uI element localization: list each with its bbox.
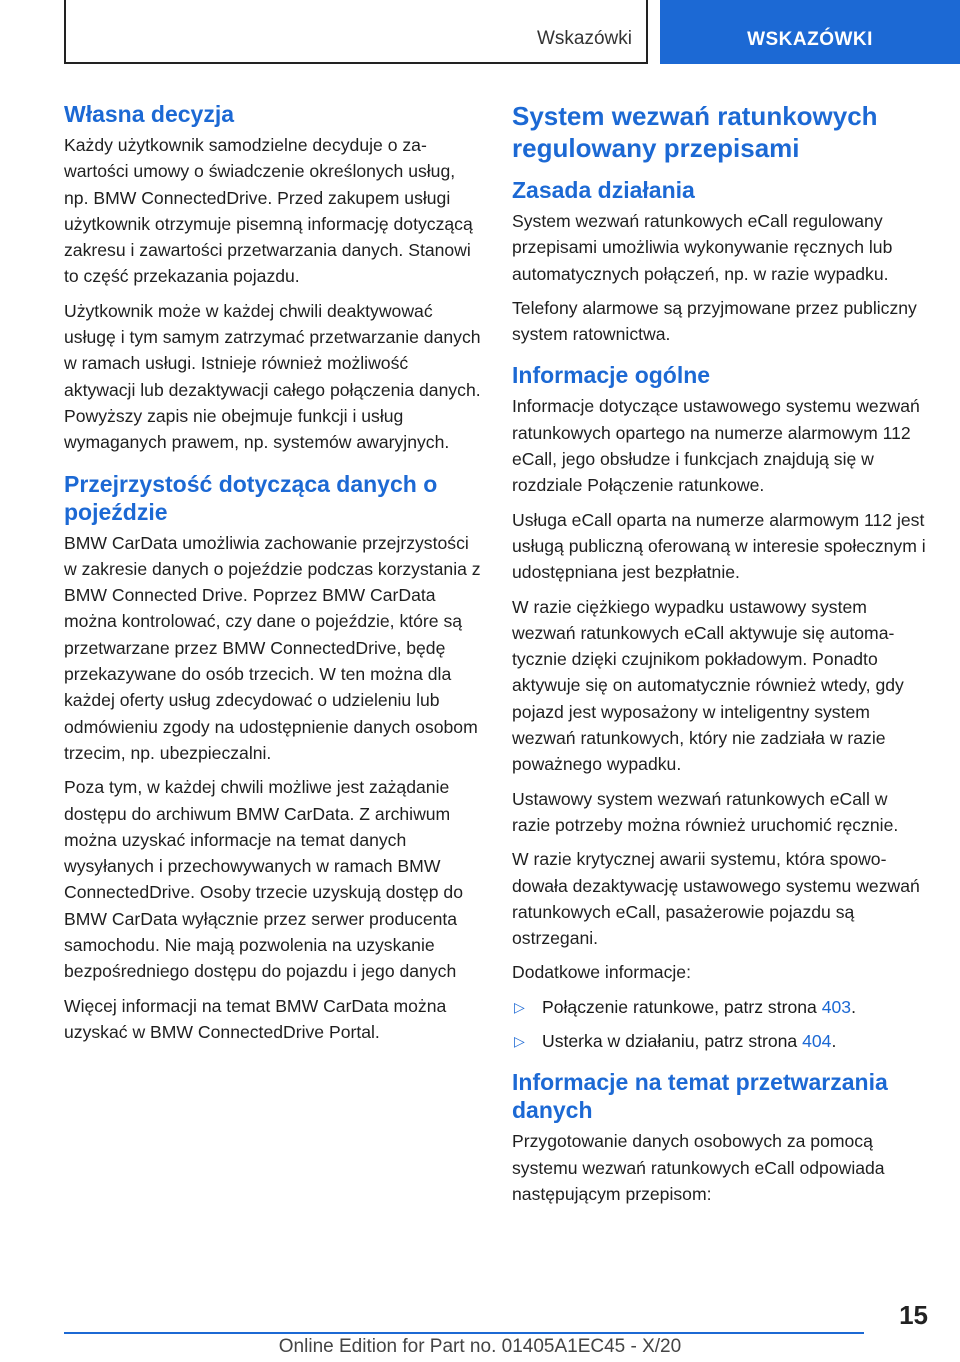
page-link-404[interactable]: 404 <box>802 1031 832 1052</box>
list-item <box>512 1028 930 1054</box>
section-title: Informacje ogólne <box>512 362 711 389</box>
paragraph: W razie krytycznej awarii systemu, która spowodowała dezaktywację ustawowego systemu wezwań ratunkowych eCall, pasażerowie pojazdu są ostrzegani. <box>512 849 920 949</box>
paragraph: Informacje dotyczące ustawowego systemu wezwań ratunkowych opartego na numerze alarmowym 112 eCall, jego obsłudze i funkcjach znajdują się w rozdziale Połączenie ratunkowe. <box>512 396 920 496</box>
section-general-info <box>512 361 930 1054</box>
page-title: System wezwań ratunkowych regulowany przepisami <box>512 101 878 163</box>
right-column <box>512 100 930 1221</box>
paragraph: BMW CarData umożliwia zachowanie przejrzystości w zakresie danych o pojeździe podczas korzystania z BMW Connected Drive. Poprzez BMW CarData można kontrolować, czy dane o pojeździe, które są przetwarzane przez BMW ConnectedDrive, będę przekazywane do osób trzecich. W ten można dla każdej oferty usług zdecydować o udzieleniu lub odmówieniu zgody na udostępnienie danych osobom trzecim, np. ubezpieczalni. <box>64 532 481 763</box>
paragraph: Usługa eCall oparta na numerze alarmowym 112 jest usługą publiczną oferowaną w interesie społecznym i udostępniana jest bezpłatnie. <box>512 509 926 583</box>
footer-edition: Online Edition for Part no. 01405A1EC45 - X/20 <box>278 1336 682 1357</box>
header-chapter-tab[interactable]: WSKAZÓWKI <box>660 0 960 64</box>
footer-divider <box>64 1332 864 1334</box>
section-data-processing <box>512 1068 930 1207</box>
section-title: Własna decyzja <box>64 101 235 127</box>
section-operating-principle <box>512 176 930 347</box>
paragraph: System wezwań ratunkowych eCall regulowany przepisami umożliwia wykonywanie ręcznych lub automatycznych połączeń, np. w razie wypadku. <box>512 211 893 284</box>
list-item <box>512 994 930 1020</box>
paragraph: Ustawowy system wezwań ratunkowych eCall w razie potrzeby można również uruchomić ręcznie. <box>512 788 899 835</box>
section-data-transparency <box>64 470 482 1046</box>
paragraph: Poza tym, w każdej chwili możliwe jest zażądanie dostępu do archiwum BMW CarData. Z archiwum można uzyskać informacje na temat danych wysyłanych i przechowywanych w ramach BMW ConnectedDrive. Osoby trzecie uzyskują dostęp do BMW CarData wyłącznie przez serwer producenta samochodu. Nie mają pozwolenia na uzyskanie bezpośredniego dostępu do pojazdu i jego danych <box>64 777 463 982</box>
list-item-text: Połączenie ratunkowe, patrz strona 403. <box>542 996 856 1017</box>
section-title: Informacje na temat przetwarzania danych <box>512 1069 888 1124</box>
page-link-403[interactable]: 403 <box>821 996 852 1017</box>
paragraph: Przygotowanie danych osobowych za pomocą systemu wezwań ratunkowych eCall odpowiada następującym przepisom: <box>512 1131 885 1204</box>
header-frame <box>64 0 648 64</box>
section-title: Zasada działania <box>512 177 695 203</box>
paragraph: Więcej informacji na temat BMW CarData można uzyskać w BMW ConnectedDrive Portal. <box>64 995 447 1042</box>
paragraph: Każdy użytkownik samodzielne decyduje o zawartości umowy o świadczenie określonych usług, np. BMW ConnectedDrive. Przed zakupem usługi użytkownik otrzymuje pisemną informację dotyczącą zakresu i zawartości przetwarzania danych. Stanowi to część przekazania pojazdu. <box>64 135 473 287</box>
section-title: Przejrzystość dotycząca danych o pojeździe <box>64 470 438 525</box>
paragraph: Telefony alarmowe są przyjmowane przez publiczny system ratownictwa. <box>512 297 917 345</box>
paragraph: Dodatkowe informacje: <box>512 962 691 983</box>
page-number: 15 <box>899 1300 928 1330</box>
paragraph: Użytkownik może w każdej chwili deaktywować usługę i tym samym zatrzymać przetwarzanie danych w ramach usługi. Istnieje również możliwość aktywacji lub dezaktywacji całego połączenia danych. Powyższy zapis nie obejmuje funkcji i usług wymaganych prawem, np. systemów awaryjnych. <box>64 300 481 453</box>
paragraph: W razie ciężkiego wypadku ustawowy system wezwań ratunkowych eCall aktywuje się automatycznie dzięki czujnikom pokładowym. Ponadto aktywuje się on automatycznie również wtedy, gdy pojazd jest wyposażony w inteligentny system wezwań ratunkowych, który nie zadziała w razie poważnego wypadku. <box>512 596 904 775</box>
section-own-decision <box>64 100 482 456</box>
left-column <box>64 100 482 1059</box>
triangle-bullet-icon: ▷ <box>514 1033 525 1050</box>
triangle-bullet-icon: ▷ <box>514 998 525 1015</box>
list-item-text: Usterka w działaniu, patrz strona 404. <box>542 1031 837 1052</box>
header-section-title: Wskazówki <box>536 28 632 49</box>
